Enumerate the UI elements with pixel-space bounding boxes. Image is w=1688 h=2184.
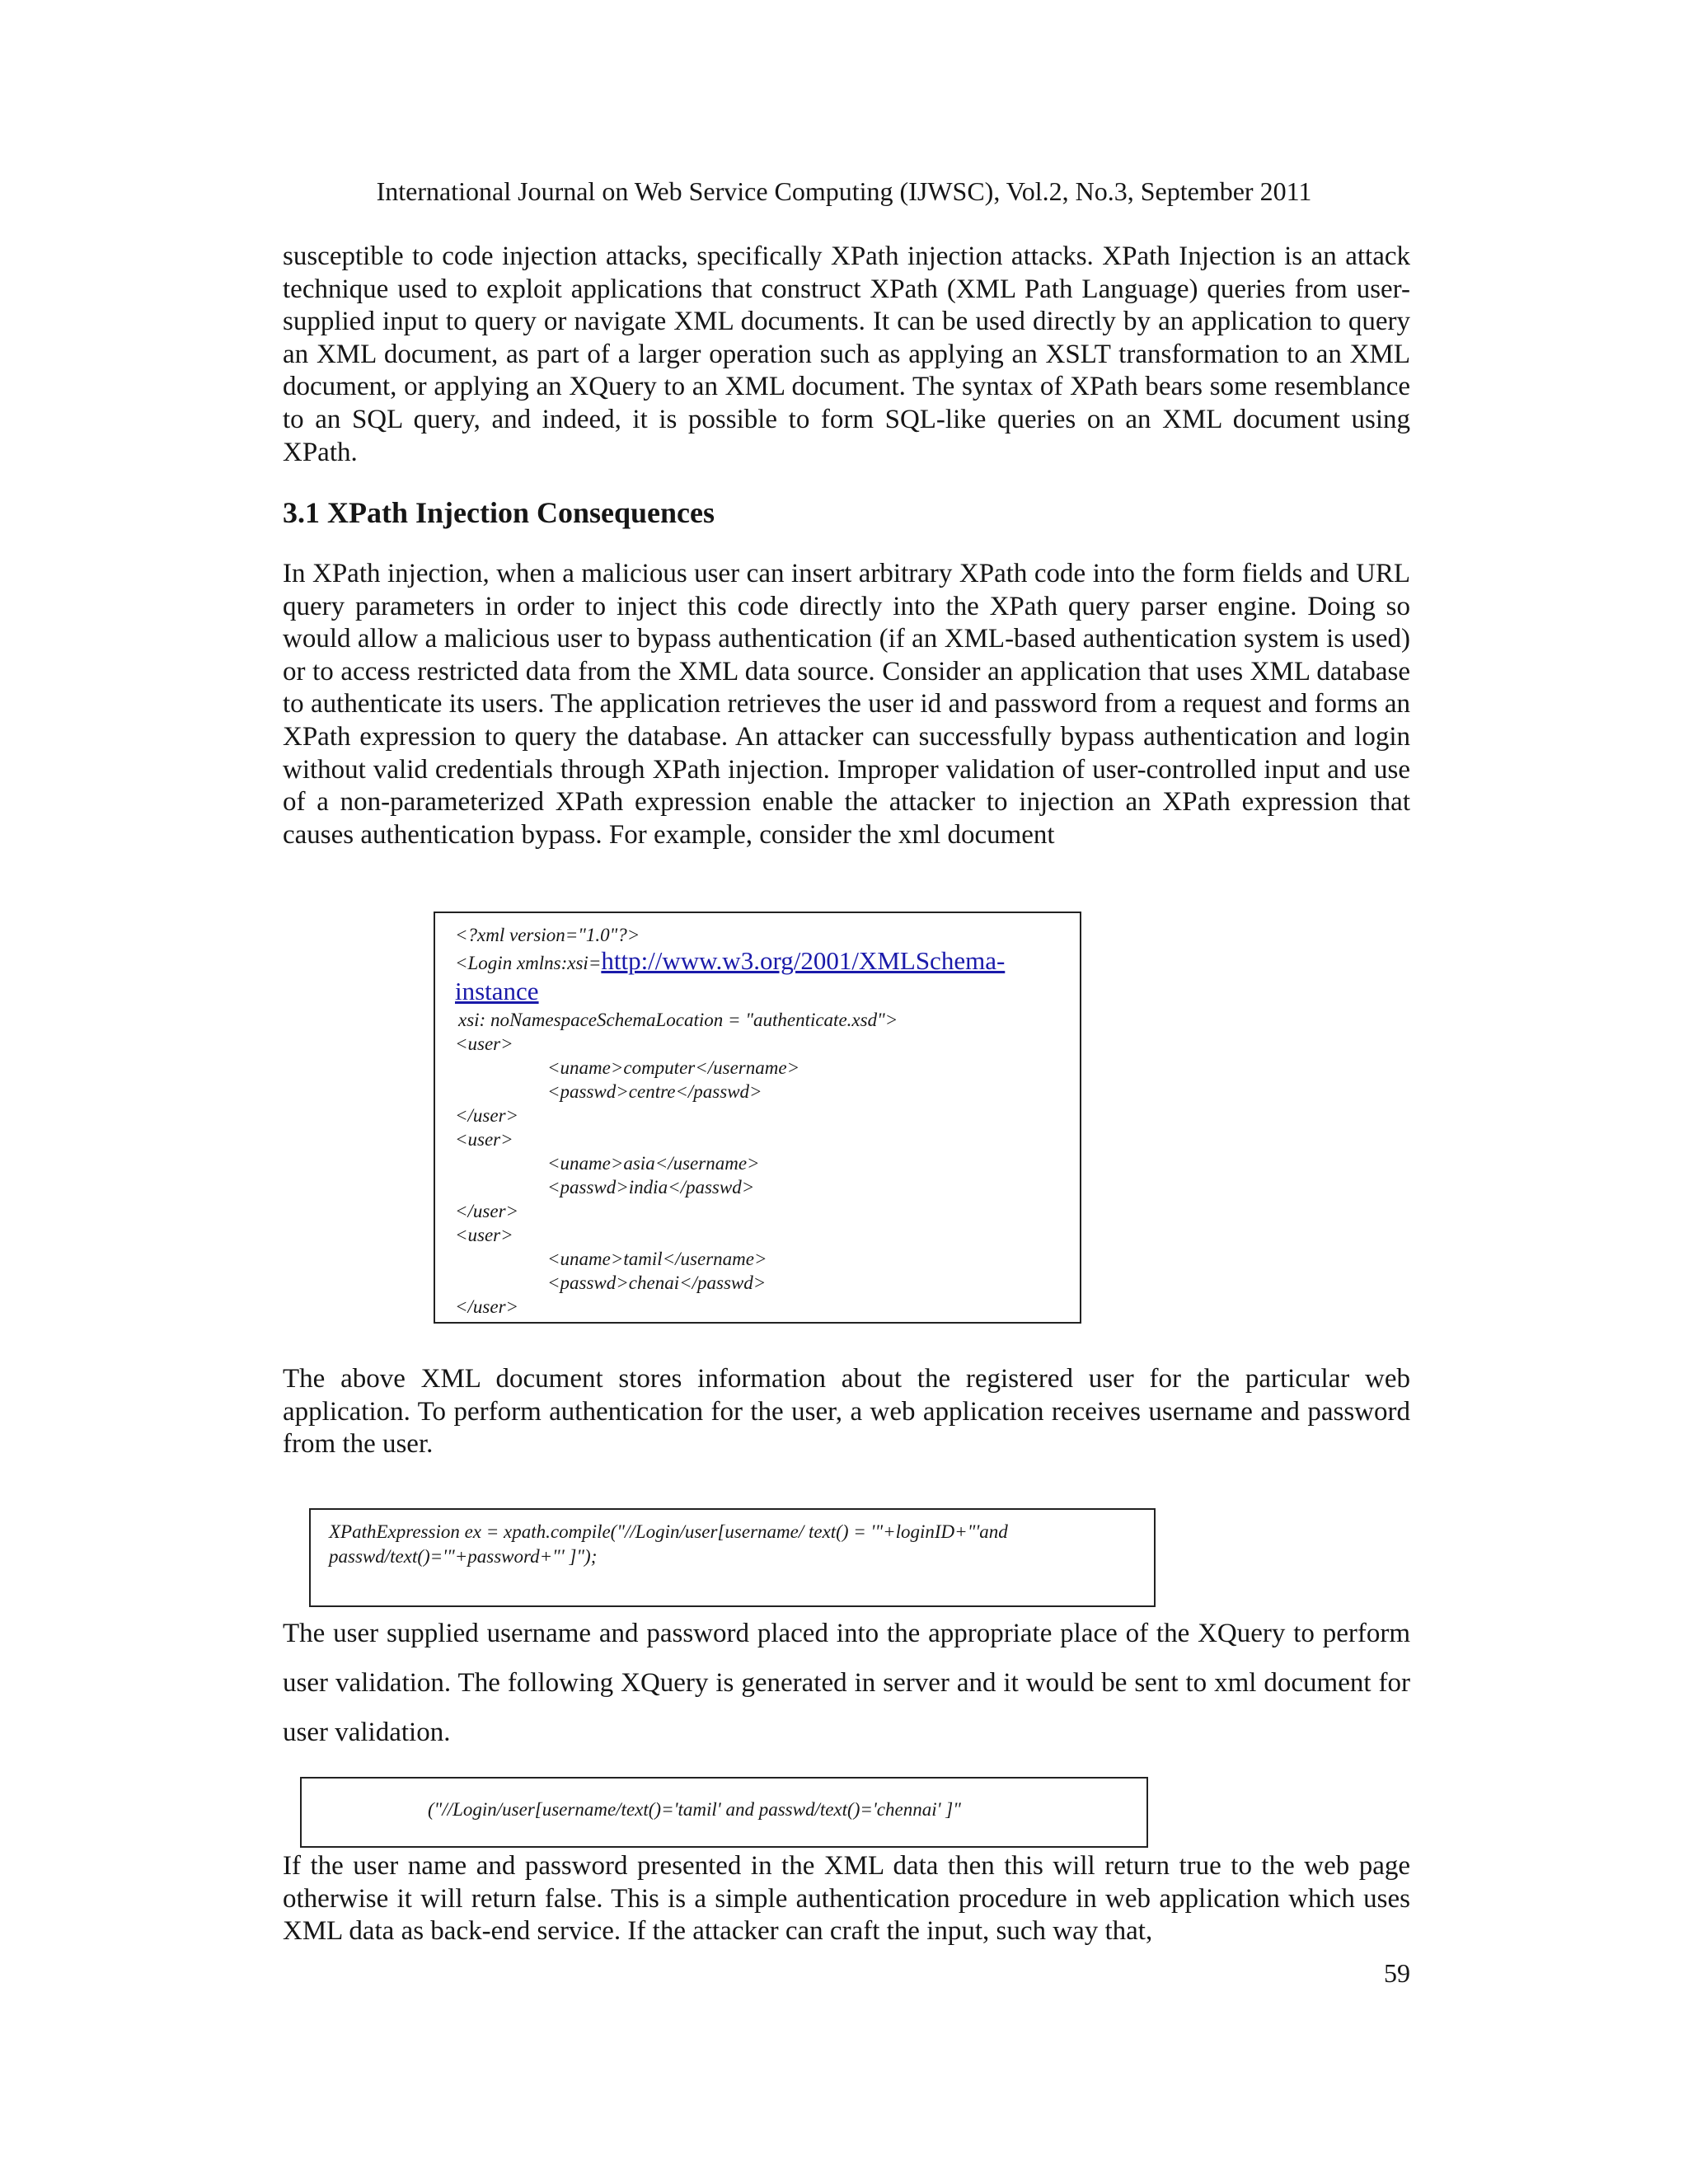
xml-declaration: <?xml version="1.0"?> xyxy=(455,925,640,945)
passwd-element: <passwd>centre</passwd> xyxy=(547,1081,762,1102)
section-paragraph: In XPath injection, when a malicious user can insert arbitrary XPath code into the form fields and URL query parameters in order to inject this code directly into the XPath query parser engine. Doing so would allow a malicious user to bypass authentication (if an XML-based authentication system is used) or to access restricted data from the XML data source. Consider an application that uses XML database to authenticate its users. The application retrieves the user id and password from a request and forms an XPath expression to query the database. An attacker can successfully bypass authentication and login without valid credentials through XPath injection. Improper validation of user-controlled input and use of a non-parameterized XPath expression enable the attacker to injection an XPath expression that causes authentication bypass. For example, consider the xml document xyxy=(283,559,1410,850)
uname-element: <uname>asia</username> xyxy=(547,1153,760,1174)
user-open-tag: <user> xyxy=(455,1129,513,1150)
schema-link-continuation[interactable]: instance xyxy=(455,977,539,1005)
schema-link-continuation-line xyxy=(455,977,1080,1008)
xpath-code-box xyxy=(309,1508,1156,1607)
schema-location-line: xsi: noNamespaceSchemaLocation = "authenticate.xsd"> xyxy=(458,1010,898,1030)
xpath-code: XPathExpression ex = xpath.compile("//Login/user[username/ text() = '"+loginID+"'and passwd/text()='"+password+"' ]"); xyxy=(329,1521,1008,1567)
user-close-tag: </user> xyxy=(455,1201,519,1221)
intro-paragraph: susceptible to code injection attacks, specifically XPath injection attacks. XPath Injection is an attack technique used to exploit applications that construct XPath (XML Path Language) queries from user-supplied input to query or navigate XML documents. It can be used directly by an application to query an XML document, as part of a larger operation such as applying an XSLT transformation to an XML document, or applying an XQuery to an XML document. The syntax of XPath bears some resemblance to an SQL query, and indeed, it is possible to form SQL-like queries on an XML document using XPath. xyxy=(283,241,1410,467)
user-open-tag: <user> xyxy=(455,1033,513,1054)
page-number: 59 xyxy=(1384,1958,1410,1988)
passwd-element: <passwd>india</passwd> xyxy=(547,1177,755,1197)
generated-query: ("//Login/user[username/text()='tamil' and passwd/text()='chennai' ]" xyxy=(428,1799,961,1820)
final-paragraph: If the user name and password presented in the XML data then this will return true to the web page otherwise it will return false. This is a simple authentication procedure in web application which uses XML data as back-end service. If the attacker can craft the input, such way that, xyxy=(283,1851,1410,1947)
uname-element: <uname>tamil</username> xyxy=(547,1249,767,1269)
section-heading: 3.1 XPath Injection Consequences xyxy=(283,496,715,529)
passwd-element: <passwd>chenai</passwd> xyxy=(547,1272,767,1293)
after-xml-paragraph: The above XML document stores information about the registered user for the particular web application. To perform authentication for the user, a web application receives username and password from the user. xyxy=(283,1364,1410,1460)
generated-query-box xyxy=(300,1777,1148,1848)
user-close-tag: </user> xyxy=(455,1105,519,1126)
user-close-tag: </user> xyxy=(455,1296,519,1317)
uname-element: <uname>computer</username> xyxy=(547,1057,800,1078)
login-open-prefix: <Login xmlns:xsi= xyxy=(455,953,602,973)
login-open-line xyxy=(455,947,1080,977)
after-code-paragraph: The user supplied username and password placed into the appropriate place of the XQuery to perform user validation. The following XQuery is generated in server and it would be sent to xml document for user validation. xyxy=(283,1619,1410,1747)
running-head: International Journal on Web Service Computing (IJWSC), Vol.2, No.3, September 2011 xyxy=(376,176,1312,206)
user-open-tag: <user> xyxy=(455,1225,513,1245)
schema-link[interactable]: http://www.w3.org/2001/XMLSchema- xyxy=(601,946,1006,975)
xml-document-listing xyxy=(434,912,1081,1324)
